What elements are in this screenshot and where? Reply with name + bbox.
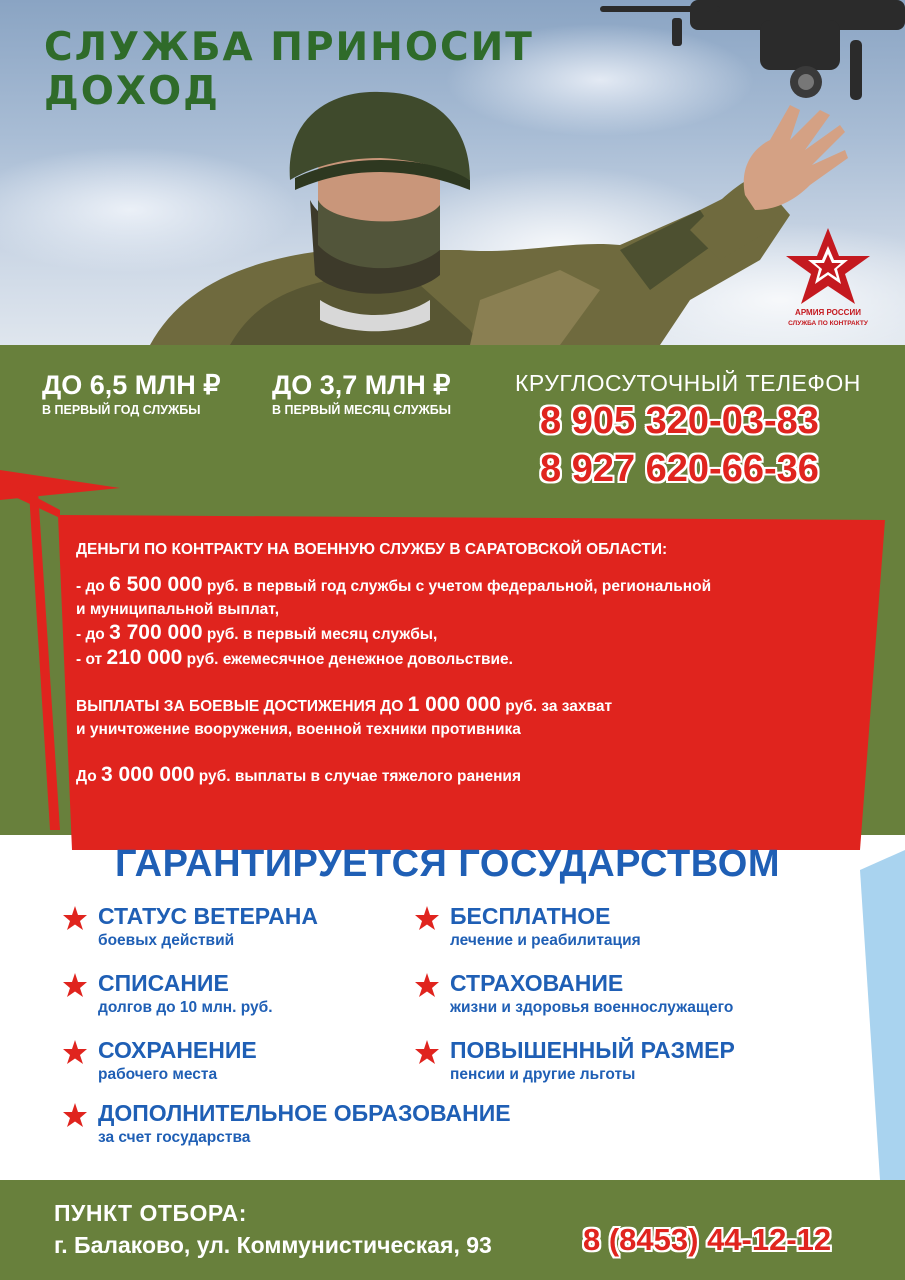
title-line-2: ДОХОД [44, 69, 220, 114]
recruitment-point-label: ПУНКТ ОТБОРА: [54, 1200, 247, 1226]
info-line-monthly: - от 210 000 руб. ежемесячное денежное довольствие. [76, 646, 513, 669]
red-star-icon [414, 905, 440, 931]
red-star-icon [62, 972, 88, 998]
red-star-icon [778, 226, 878, 308]
logo-text-contract: СЛУЖБА ПО КОНТРАКТУ [788, 320, 868, 327]
hotline-phone-2[interactable]: 8 927 620-66-36 [540, 448, 819, 490]
info-combat-bonus-cont: и уничтожение вооружения, военной техники противника [76, 721, 521, 738]
guarantee-head: БЕСПЛАТНОЕ [450, 903, 611, 929]
red-star-icon [414, 1039, 440, 1065]
logo-text-army: АРМИЯ РОССИИ [795, 308, 861, 317]
stat-caption: В ПЕРВЫЙ МЕСЯЦ СЛУЖБЫ [272, 403, 452, 417]
guarantee-head: СТАТУС ВЕТЕРАНА [98, 903, 318, 929]
stat-amount: ДО 6,5 МЛН ₽ [42, 370, 221, 400]
guarantee-head: СОХРАНЕНИЕ [98, 1037, 257, 1063]
info-combat-bonus: ВЫПЛАТЫ ЗА БОЕВЫЕ ДОСТИЖЕНИЯ ДО 1 000 000 руб. за захват [76, 693, 613, 716]
guarantee-head: СТРАХОВАНИЕ [450, 970, 624, 996]
recruitment-address: г. Балаково, ул. Коммунистическая, 93 [54, 1232, 492, 1258]
info-injury-payment: До 3 000 000 руб. выплаты в случае тяжелого ранения [76, 763, 522, 786]
guarantee-title: ГАРАНТИРУЕТСЯ ГОСУДАРСТВОМ [115, 843, 780, 885]
guarantee-head: СПИСАНИЕ [98, 970, 229, 996]
info-heading: ДЕНЬГИ ПО КОНТРАКТУ НА ВОЕННУЮ СЛУЖБУ В САРАТОВСКОЙ ОБЛАСТИ: [76, 541, 668, 558]
stat-first-year [42, 370, 220, 417]
info-line-year: - до 6 500 000 руб. в первый год службы с учетом федеральной, региональной [76, 573, 712, 596]
red-star-icon [62, 1039, 88, 1065]
guarantee-sub: жизни и здоровья военнослужащего [450, 999, 734, 1016]
guarantee-head: ПОВЫШЕННЫЙ РАЗМЕР [450, 1037, 735, 1063]
stat-first-month [272, 370, 451, 417]
guarantee-sub: лечение и реабилитация [450, 932, 641, 949]
guarantee-sub: боевых действий [98, 932, 235, 949]
page-title [44, 26, 644, 114]
red-star-icon [62, 905, 88, 931]
recruitment-phone[interactable]: 8 (8453) 44-12-12 [583, 1222, 832, 1257]
hotline-label: КРУГЛОСУТОЧНЫЙ ТЕЛЕФОН [515, 370, 861, 396]
title-line-1: СЛУЖБА ПРИНОСИТ [44, 25, 534, 70]
payment-details [76, 538, 866, 788]
stat-caption: В ПЕРВЫЙ ГОД СЛУЖБЫ [42, 403, 201, 417]
red-star-icon [62, 1102, 88, 1128]
hotline-phone-1[interactable]: 8 905 320-03-83 [540, 400, 819, 442]
hero-banner [0, 0, 905, 345]
guarantee-sub: за счет государства [98, 1129, 251, 1146]
red-star-icon [414, 972, 440, 998]
guarantee-head: ДОПОЛНИТЕЛЬНОЕ ОБРАЗОВАНИЕ [98, 1100, 511, 1126]
guarantee-sub: долгов до 10 млн. руб. [98, 999, 273, 1016]
info-line-month: - до 3 700 000 руб. в первый месяц службы, [76, 621, 438, 644]
army-russia-logo [778, 226, 878, 336]
stat-amount: ДО 3,7 МЛН ₽ [272, 370, 451, 400]
guarantee-sub: рабочего места [98, 1066, 218, 1083]
info-line-year-cont: и муниципальной выплат, [76, 601, 280, 618]
guarantee-sub: пенсии и другие льготы [450, 1066, 636, 1083]
